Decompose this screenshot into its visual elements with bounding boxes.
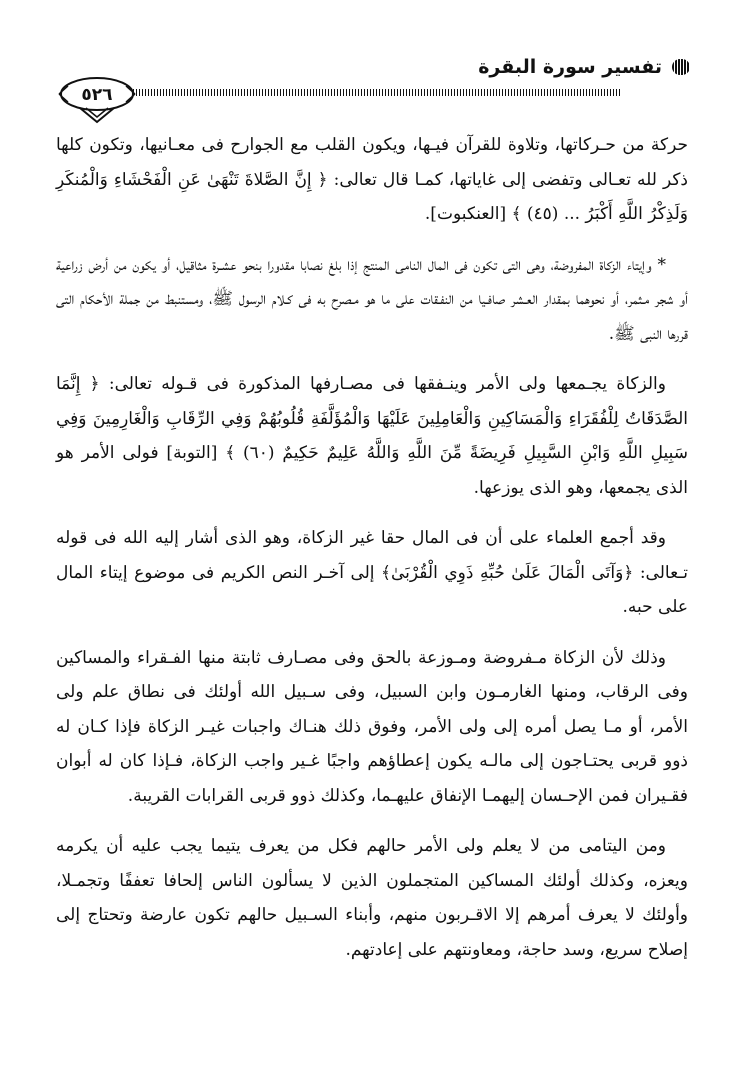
paragraph-2: * وإيتاء الزكاة المفروضة، وهى التى تكون فى المال النامى المنتج إذا بلغ نصابا مقدورا بنحو عشـرة مثاقيل، أو يكون من أرض زراعية أو شجر مـثمر، أو نحوهما بمقدار العـشر صافـيا من النفـقات على ما هو مـصرح به فى كـلام الرسول ﷺ، ومستنبط من جملة الأحكام التى قررها النبى ﷺ. <box>56 254 688 344</box>
paragraph-3: والزكاة يجـمعها ولى الأمر وينـفقها فى مصـارفها المذكورة فى قـوله تعالى: ﴿ إِنَّمَا الصَّدَقَاتُ لِلْفُقَرَاءِ وَالْمَسَاكِينِ وَالْعَامِلِينَ عَلَيْهَا وَالْمُؤَلَّفَةِ قُلُوبُهُمْ وَفِي الرِّقَابِ وَالْغَارِمِينَ وَفِي سَبِيلِ اللَّهِ وَابْنِ السَّبِيلِ فَرِيضَةً مِّنَ اللَّهِ وَاللَّهُ عَلِيمٌ حَكِيمٌ (٦٠) ﴾ [التوبة] فولى الأمر هو الذى يجمعها، وهو الذى يوزعها. <box>56 374 688 498</box>
body-text <box>56 128 688 983</box>
paragraph-6: ومن اليتامى من لا يعلم ولى الأمر حالهم فكل من يعرف يتيما يجب عليه أن يكرمه ويعزه، وكذلك أولئك المساكين المتجملون الذين لا يسألون الناس إلحافا تعففًا وتجمـلا، وأولئك لا يعرف أمرهم إلا الاقـربون منهم، وأبناء السـبيل حالهم تكون عارضة وتحتاج إلى إصلاح سريع، وسد حاجة، ومعاونتهم على إعادتهم. <box>56 836 688 960</box>
header-rule <box>70 89 622 96</box>
page-number: ٥٢٦ <box>81 85 113 105</box>
paragraph-5: وذلك لأن الزكاة مـفروضة ومـوزعة بالحق وفى مصـارف ثابتة منها الفـقراء والمساكين وفى الرقاب، ومنها الغارمـون وابن السبيل، وفى سـبيل الله أولئك فى نطاق علم ولى الأمر، أو مـا يصل أمره إلى ولى الأمر، وفوق ذلك هنـاك واجبات غيـر الزكاة فإذا كـان له ذوو قربى يحتـاجون إلى مالـه يكون إعطاؤهم واجبًا غـير واجب الزكاة، فـإذا كان له أبوان فقـيران فمن الإحـسان إليهمـا الإنفاق عليهـما، وكذلك ذوو قربى القرابات القريبة. <box>56 647 688 806</box>
running-title <box>478 56 690 78</box>
running-title-text: تفسير سورة البقرة <box>478 56 662 78</box>
page-number-badge <box>56 66 138 126</box>
paragraph-1: حركة من حـركاتها، وتلاوة للقرآن فيـها، ويكون القلب مع الجوارح فى معـانيها، وتكون كلها ذكر لله تعـالى وتفضى إلى غاياتها، كمـا قال تعالى: ﴿ إِنَّ الصَّلاةَ تَنْهَىٰ عَنِ الْفَحْشَاءِ وَالْمُنكَرِ وَلَذِكْرُ اللَّهِ أَكْبَرُ ... (٤٥) ﴾ [العنكبوت]. <box>56 135 688 224</box>
page-header <box>70 56 690 106</box>
title-ornament-icon <box>672 59 690 75</box>
paragraph-4: وقد أجمع العلماء على أن فى المال حقا غير الزكاة، وهو الذى أشار إليه الله فى قوله تـعالى: ﴿وَآتَى الْمَالَ عَلَىٰ حُبِّهِ ذَوِي الْقُرْبَىٰ﴾ إلى آخـر النص الكريم فى موضوع إيتاء المال على حبه. <box>56 528 688 617</box>
